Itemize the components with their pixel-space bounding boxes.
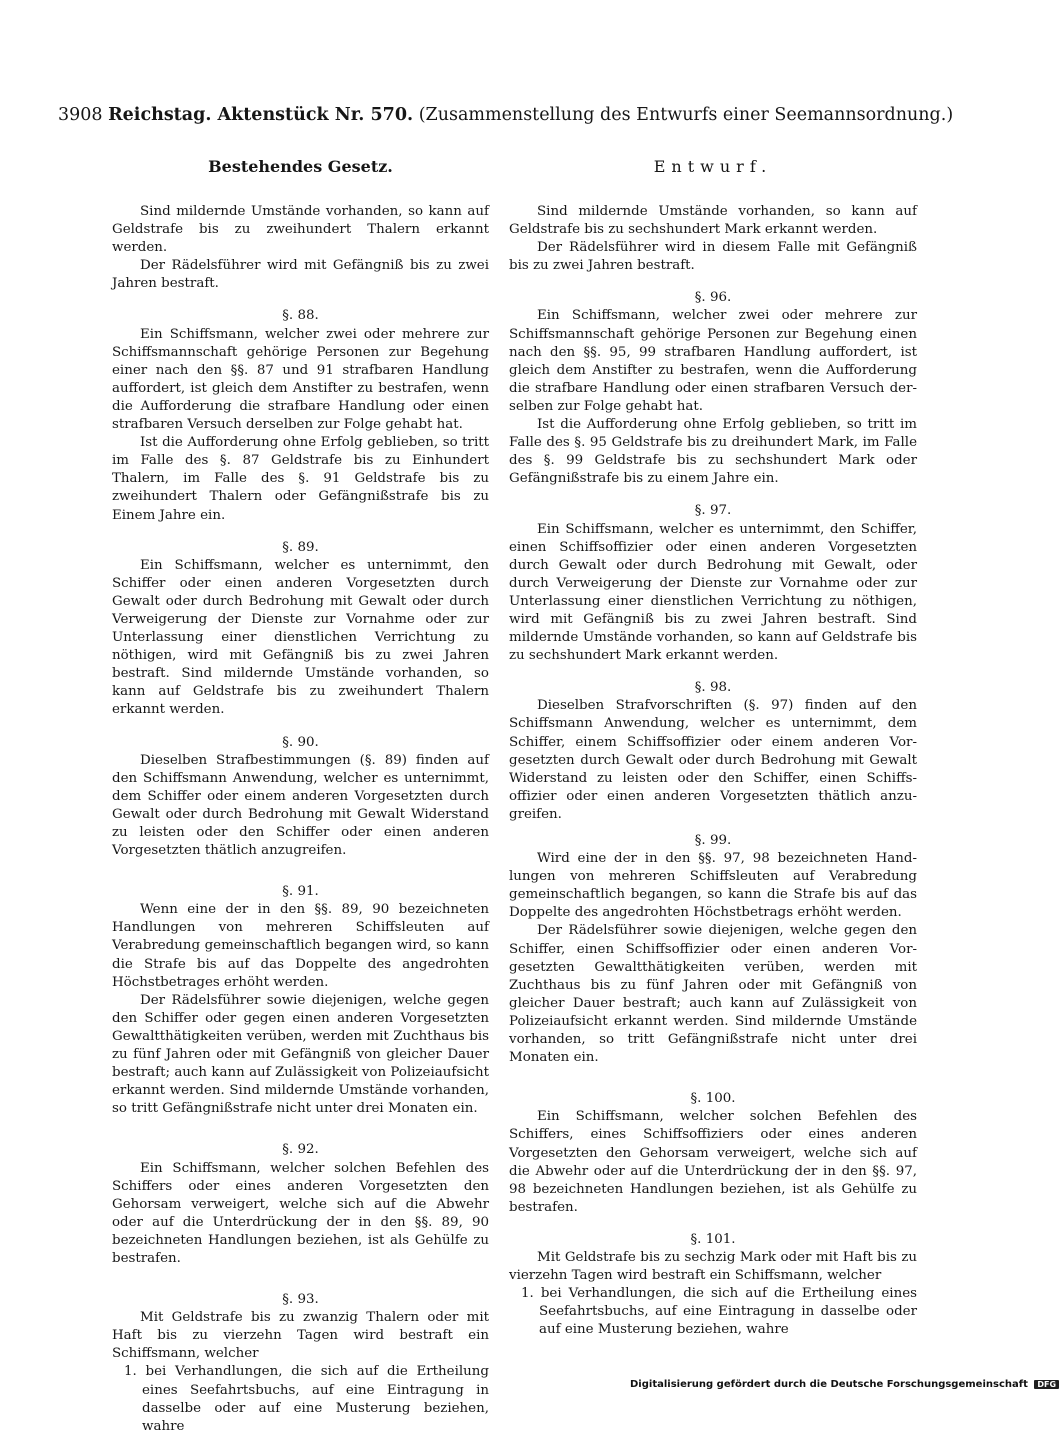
paragraph: Dieselben Strafbestimmungen (§. 89) finden auf den Schiffsmann Anwendung, welcher es unternimmt, dem Schiffer oder einem anderen Vorgesetzten durch Gewalt oder durch Bedrohung mit Gewalt Widerstand zu leisten oder den Schiffer oder einen anderen Vorgesetzten thätlich anzugreifen. (112, 752, 489, 859)
dfg-logo-icon: DFG (1034, 1380, 1059, 1389)
page-title: Reichstag. Aktenstück Nr. 570. (108, 105, 414, 125)
section-heading-92: §. 92. (282, 1142, 319, 1158)
digitization-footer (630, 1379, 1059, 1390)
paragraph: Sind mildernde Umstände vorhanden, so kann auf Geldstrafe bis zu sechshundert Mark erkannt werden. (509, 204, 917, 238)
paragraph: Ein Schiffsmann, welcher solchen Befehlen des Schiffers oder eines anderen Vorgesetzten den Gehorsam verweigert, welche sich auf die Abwehr oder auf die Unterdrückung der in den §§. 89, 90 bezeichneten Handlungen beziehen, ist als Gehülfe zu bestrafen. (112, 1160, 489, 1266)
section-heading-90: §. 90. (282, 734, 319, 750)
section-heading-100: §. 100. (690, 1091, 736, 1107)
paragraph: Ein Schiffsmann, welcher es unternimmt, den Schiffer oder einen anderen Vorgesetzten durch Gewalt oder durch Bedrohung mit Gewalt oder durch Verweigerung der Dienste zur Vornahme oder zur Unterlassung einer dienstlichen Verrichtung zu nöthigen, wird mit Gefängniß bis zu zwei Jahren bestraft. Sind mildernde Umstände vorhanden, so kann auf Geldstrafe bis zu zweihundert Thalern erkannt werden. (112, 557, 489, 718)
section-heading-99: §. 99. (694, 833, 732, 848)
list-item: 1. bei Verhandlungen, die sich auf die Ertheilung eines Seefahrtsbuchs, auf eine Eintragung in dasselbe oder auf eine Musterung beziehen, wahre (124, 1364, 489, 1434)
paragraph: Ein Schiffsmann, welcher zwei oder mehrere zur Schiffsmannschaft gehörige Personen zur Begehung einen nach den §§. 95, 99 strafbaren Handlung auffordert, ist gleich dem Anstifter zu bestrafen, wenn die Aufforderung die strafbare Handlung oder einen strafbaren Versuch derselben zur Folge gehabt hat. (509, 308, 917, 414)
section-heading-89: §. 89. (282, 539, 319, 555)
paragraph: Der Rädelsführer sowie diejenigen, welche gegen den Schiffer, einen Schiffsoffizier oder einen anderen Vorgesetzten Gewaltthätigkeiten verüben, werden mit Zuchthaus bis zu fünf Jahren oder mit Gefängniß von gleicher Dauer bestraft; auch kann auf Zulässigkeit von Polizeiaufsicht erkannt werden. Sind mildernde Umstände vorhanden, so tritt Gefängnißstrafe nicht unter drei Monaten ein. (509, 923, 917, 1066)
section-heading-96: §. 96. (694, 290, 732, 306)
list-item: 1. bei Verhandlungen, die sich auf die Ertheilung eines Seefahrtsbuchs, auf eine Eintragung in dasselbe oder auf eine Musterung beziehen, wahre (521, 1286, 917, 1338)
paragraph: Mit Geldstrafe bis zu sechzig Mark oder mit Haft bis zu vierzehn Tagen wird bestraft ein Schiffsmann, welcher (509, 1249, 917, 1284)
paragraph: Ist die Aufforderung ohne Erfolg geblieben, so tritt im Falle des §. 87 Geldstrafe bis zu Einhundert Thalern, im Falle des §. 91 Geldstrafe bis zu zweihundert Thalern oder Gefängnißstrafe bis zu Einem Jahre ein. (112, 435, 489, 523)
right-column-draft (509, 157, 917, 1339)
section-heading-91: §. 91. (282, 884, 319, 900)
paragraph: Sind mildernde Umstände vorhanden, so kann auf Geldstrafe bis zu zweihundert Thalern erkannt werden. (112, 204, 489, 256)
footer-text: Digitalisierung gefördert durch die Deutsche Forschungsgemeinschaft (630, 1379, 1028, 1390)
paragraph: Ein Schiffsmann, welcher es unternimmt, den Schiffer, einen Schiffsoffizier oder einen anderen Vorgesetzten durch Gewalt oder durch Bedrohung mit Gewalt, oder durch Verweigerung der Dienste zur Vornahme oder zur Unterlassung einer dienstlichen Verrichtung zu nöthigen, wird mit Gefängniß bis zu zwei Jahren bestraft. Sind mildernde Umstände vorhanden, so kann auf Geldstrafe bis zu sechshundert Mark erkannt werden. (509, 521, 917, 664)
section-heading-101: §. 101. (690, 1231, 736, 1247)
section-heading-93: §. 93. (282, 1292, 319, 1308)
paragraph: Wenn eine der in den §§. 89, 90 bezeichneten Handlungen von mehreren Schiffsleuten auf Verabredung gemeinschaftlich begangen wird, so kann die Strafe bis auf das Doppelte des angedrohten Höchstbetrages erhöht werden. (112, 902, 489, 990)
section-heading-97: §. 97. (694, 503, 732, 519)
left-column-heading: Bestehendes Gesetz. (208, 157, 393, 176)
paragraph: Ein Schiffsmann, welcher solchen Befehlen des Schiffers, eines Schiffsoffiziers oder eines anderen Vorgesetzten den Gehorsam verweigert, welche sich auf die Abwehr oder auf die Unterdrückung der in den §§. 97, 98 bezeichneten Handlungen beziehen, ist als Gehülfe zu bestrafen. (509, 1109, 917, 1215)
right-column-heading: Entwurf. (653, 157, 773, 176)
page-subtitle: (Zusammenstellung des Entwurfs einer Seemannsordnung.) (418, 105, 954, 125)
left-column-existing-law (112, 157, 489, 1436)
paragraph: Der Rädelsführer wird in diesem Falle mit Gefängniß bis zu zwei Jahren bestraft. (509, 240, 917, 274)
paragraph: Mit Geldstrafe bis zu zwanzig Thalern oder mit Haft bis zu vierzehn Tagen wird bestraft ein Schiffsmann, welcher (112, 1310, 489, 1362)
section-heading-98: §. 98. (694, 680, 732, 696)
paragraph: Der Rädelsführer sowie diejenigen, welche gegen den Schiffer oder gegen einen anderen Vorgesetzten Gewaltthätigkeiten verüben, werden mit Zuchthaus bis zu fünf Jahren oder mit Gefängniß von gleicher Dauer bestraft; auch kann auf Zulässigkeit von Polizeiaufsicht erkannt werden. Sind mildernde Umstände vorhanden, so tritt Gefängnißstrafe nicht unter drei Monaten ein. (112, 992, 489, 1117)
paragraph: Ein Schiffsmann, welcher zwei oder mehrere zur Schiffsmannschaft gehörige Personen zur Begehung einer nach den §§. 87 und 91 strafbaren Handlung auffordert, ist gleich dem Anstifter zu bestrafen, wenn die Aufforderung die strafbare Handlung oder einen strafbaren Versuch derselben zur Folge gehabt hat. (112, 326, 489, 433)
page-header (58, 104, 954, 126)
page-number: 3908 (58, 105, 103, 125)
section-heading-88: §. 88. (282, 308, 319, 324)
paragraph: Der Rädelsführer wird mit Gefängniß bis zu zwei Jahren bestraft. (112, 258, 489, 292)
paragraph: Wird eine der in den §§. 97, 98 bezeichneten Handlungen von mehreren Schiffsleuten auf Verabredung gemeinschaftlich begangen, so kann die Strafe bis auf das Doppelte des angedrohten Höchstbetrags erhöht werden. (509, 851, 917, 921)
paragraph: Ist die Aufforderung ohne Erfolg geblieben, so tritt im Falle des §. 95 Geldstrafe bis zu dreihundert Mark, im Falle des §. 99 Geldstrafe bis zu sechshundert Mark oder Gefängnißstrafe bis zu einem Jahre ein. (509, 417, 917, 487)
paragraph: Dieselben Strafvorschriften (§. 97) finden auf den Schiffsmann Anwendung, welcher es unternimmt, dem Schiffer, einem Schiffsoffizier oder einem anderen Vorgesetzten durch Gewalt oder durch Bedrohung mit Gewalt Widerstand zu leisten oder den Schiffer, einen Schiffsoffizier oder einen anderen Vorgesetzten thätlich anzugreifen. (509, 698, 917, 822)
